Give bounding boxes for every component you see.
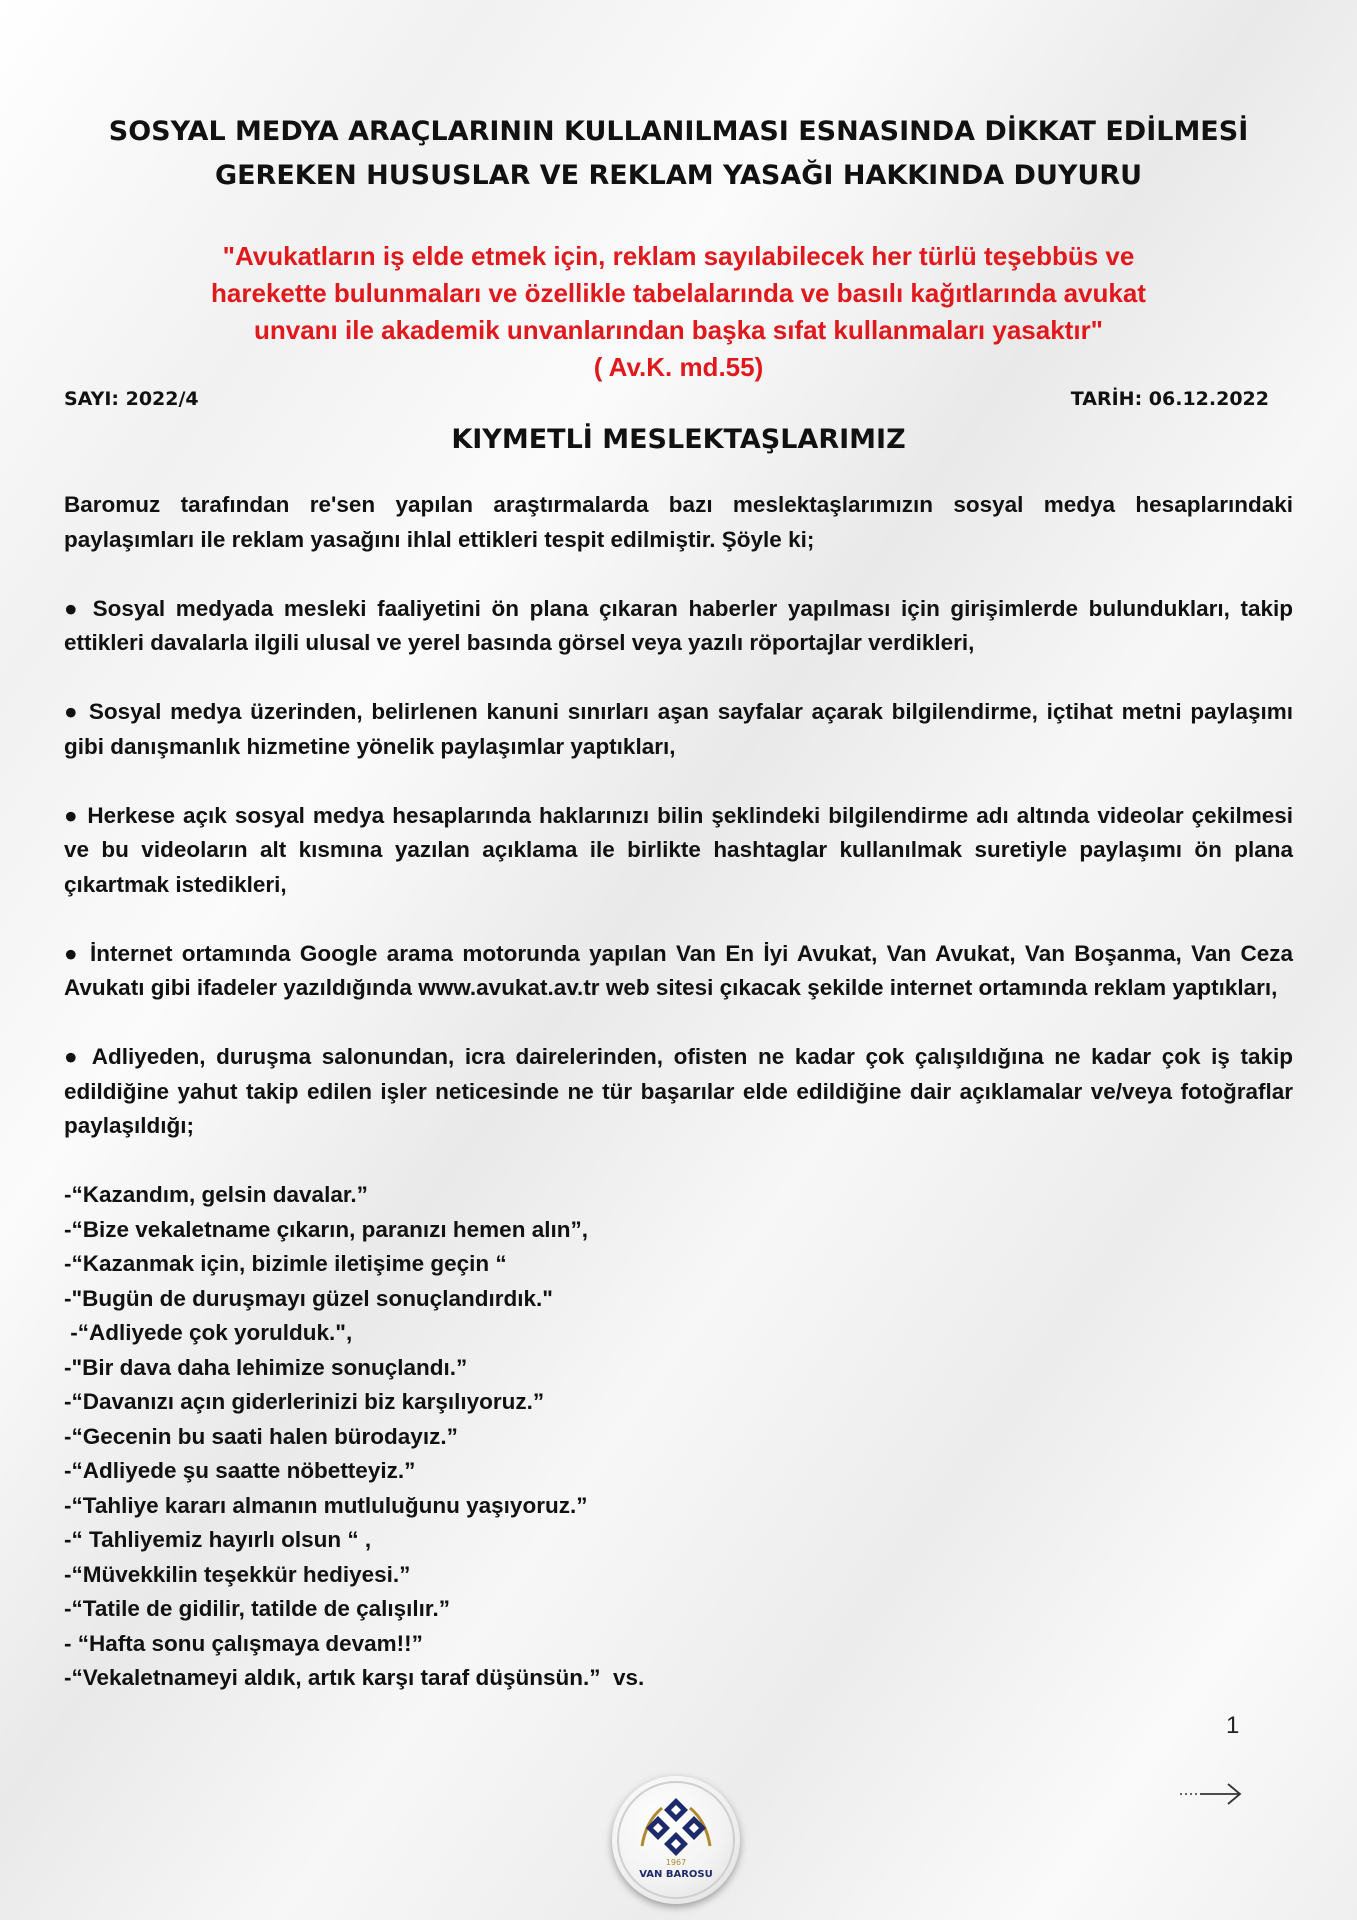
example-quotes-list [64,1178,1293,1696]
list-item: ● Sosyal medya üzerinden, belirlenen kanuni sınırları aşan sayfalar açarak bilgilendirme, içtihat metni paylaşımı gibi danışmanlık hizmetine yönelik paylaşımlar yaptıkları, [64,699,1293,759]
example-quote: -“Tatile de gidilir, tatilde de çalışılır.” [64,1596,450,1621]
example-quote: -“Bize vekaletname çıkarın, paranızı hemen alın”, [64,1216,588,1242]
example-quote: -“Kazanmak için, bizimle iletişime geçin “ [64,1251,507,1276]
quote-source: ( Av.K. md.55) [593,352,764,382]
document-body [64,488,1293,1696]
document-date: TARİH: 06.12.2022 [1070,388,1269,410]
example-quote: -“Kazandım, gelsin davalar.” [64,1182,368,1207]
intro-paragraph: Baromuz tarafından re'sen yapılan araştırmalarda bazı meslektaşlarımızın sosyal medya hesaplarındaki paylaşımları ile reklam yasağını ihlal ettikleri tespit edilmiştir. Şöyle ki; [64,492,1293,552]
example-quote: -“ Tahliyemiz hayırlı olsun “ , [64,1527,372,1552]
list-item: ● İnternet ortamında Google arama motorunda yapılan Van En İyi Avukat, Van Avukat, Van Boşanma, Van Ceza Avukatı gibi ifadeler yazıldığında www.avukat.av.tr web sitesi çıkacak şekilde internet ortamında reklam yaptıkları, [64,940,1293,1000]
list-item: ● Herkese açık sosyal medya hesaplarında haklarınızı bilin şeklindeki bilgilendirme adı altında videolar çekilmesi ve bu videoların alt kısmına yazılan açıklama ile birlikte hashtaglar kullanılmak suretiyle paylaşımı ön plana çıkartmak istedikleri, [64,802,1293,897]
example-quote: -“Adliyede şu saatte nöbetteyiz.” [64,1458,416,1483]
example-quote: -“Tahliye kararı almanın mutluluğunu yaşıyoruz.” [64,1492,588,1518]
title-line-1: SOSYAL MEDYA ARAÇLARININ KULLANILMASI ESNASINDA DİKKAT EDİLMESİ [108,116,1249,147]
title-line-2: GEREKEN HUSUSLAR VE REKLAM YASAĞI HAKKINDA DUYURU [214,160,1143,191]
example-quote: - “Hafta sonu çalışmaya devam!!” [64,1630,423,1656]
example-quote: -“Gecenin bu saati halen bürodayız.” [64,1423,458,1449]
list-item: ● Sosyal medyada mesleki faaliyetini ön plana çıkaran haberler yapılması için girişimlerde bulundukları, takip ettikleri davalarla ilgili ulusal ve yerel basında görsel veya yazılı röportajlar verdikleri, [64,595,1293,655]
document-title [0,110,1357,198]
example-quote: -"Bugün de duruşmayı güzel sonuçlandırdık." [64,1285,553,1311]
document-number: SAYI: 2022/4 [64,388,199,410]
list-item: ● Adliyeden, duruşma salonundan, icra dairelerinden, ofisten ne kadar çok çalışıldığına ne kadar çok iş takip edildiğine yahut takip edilen işler neticesinde ne tür başarılar elde edildiğine dair açıklamalar ve/veya fotoğraflar paylaşıldığı; [64,1044,1293,1138]
bar-association-seal [612,1776,740,1904]
seal-name: VAN BAROSU [639,1869,713,1880]
example-quote: -"Bir dava daha lehimize sonuçlandı.” [64,1354,468,1380]
law-quote [0,238,1357,386]
example-quote: -“Davanızı açın giderlerinizi biz karşılıyoruz.” [64,1389,545,1414]
page-number: 1 [1226,1712,1240,1739]
seal-year: 1967 [665,1858,687,1867]
quote-line-2: harekette bulunmaları ve özellikle tabelalarında ve basılı kağıtlarında avukat [211,278,1146,308]
example-quote: -“Adliyede çok yorulduk.", [64,1320,353,1345]
quote-line-3: unvanı ile akademik unvanlarından başka sıfat kullanmaları yasaktır" [253,315,1104,345]
example-quote: -“Vekaletnameyi aldık, artık karşı taraf düşünsün.” vs. [64,1665,645,1690]
salutation: KIYMETLİ MESLEKTAŞLARIMIZ [451,424,906,455]
right-arrow-icon[interactable] [1178,1780,1244,1813]
quote-line-1: "Avukatların iş elde etmek için, reklam sayılabilecek her türlü teşebbüs ve [222,241,1135,271]
seal-emblem-icon [612,1776,740,1904]
example-quote: -“Müvekkilin teşekkür hediyesi.” [64,1561,411,1587]
